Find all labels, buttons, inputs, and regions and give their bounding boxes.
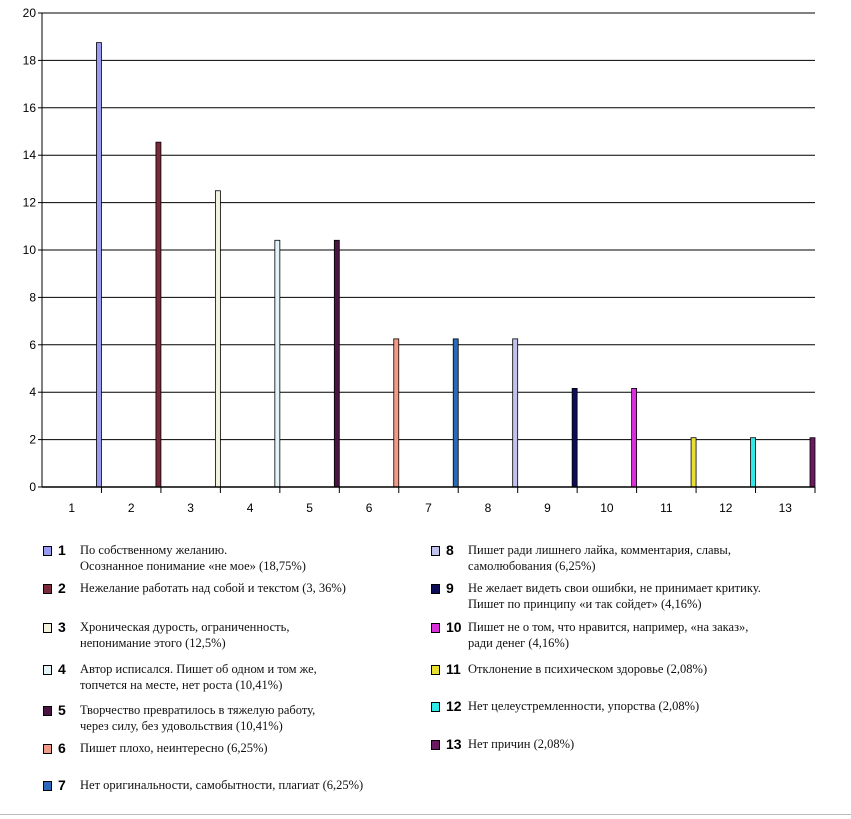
x-tick-label: 11 <box>660 501 673 515</box>
y-tick-label: 12 <box>22 195 36 210</box>
legend-text: Нет причин (2,08%) <box>468 737 575 751</box>
bar <box>394 339 399 487</box>
legend-number: 10 <box>446 619 462 635</box>
tick-labels <box>23 6 793 515</box>
legend-number: 1 <box>58 542 66 558</box>
legend-item <box>43 661 317 693</box>
legend-number: 12 <box>446 698 462 714</box>
legend-text: Пишет плохо, неинтересно (6,25%) <box>80 741 268 755</box>
legend-swatch <box>431 665 440 675</box>
x-tick-label: 2 <box>127 501 135 515</box>
bar <box>810 438 815 487</box>
bar <box>572 388 577 487</box>
y-tick-label: 18 <box>22 53 36 68</box>
legend-text: Хроническая дурость, ограниченность, непонимание этого (12,5%) <box>80 620 290 650</box>
x-tick-label: 12 <box>719 501 733 515</box>
legend-item <box>431 736 574 753</box>
legend-number: 2 <box>58 580 66 596</box>
legend-item <box>431 661 707 678</box>
legend-item <box>43 542 306 574</box>
legend-text: Нет оригинальности, самобытности, плагиат (6,25%) <box>80 778 364 792</box>
legend <box>0 530 851 819</box>
bar <box>96 43 101 487</box>
legend-text: Творчество превратилось в тяжелую работу, через силу, без удовольствия (10,41%) <box>80 703 316 733</box>
legend-swatch <box>431 623 440 633</box>
y-tick-label: 8 <box>29 290 36 305</box>
legend-swatch <box>43 744 52 754</box>
legend-item <box>431 580 761 612</box>
x-tick-label: 6 <box>365 501 373 515</box>
bar <box>453 339 458 487</box>
y-tick-label: 0 <box>29 480 36 494</box>
axes <box>38 13 815 493</box>
legend-number: 11 <box>446 661 461 677</box>
legend-swatch <box>43 623 52 633</box>
legend-number: 3 <box>58 619 66 635</box>
legend-item <box>43 702 315 734</box>
bar <box>751 438 756 487</box>
legend-number: 7 <box>58 777 66 793</box>
x-tick-label: 7 <box>425 501 432 515</box>
x-tick-label: 10 <box>600 501 614 515</box>
x-tick-label: 3 <box>187 501 194 515</box>
legend-item <box>43 740 268 757</box>
legend-item <box>43 619 289 651</box>
bottom-divider <box>0 814 851 815</box>
y-tick-label: 20 <box>22 6 36 20</box>
bar <box>691 438 696 487</box>
legend-text: По собственному желанию. Осознанное понимание «не мое» (18,75%) <box>80 543 306 573</box>
x-tick-label: 13 <box>778 501 792 515</box>
legend-item <box>431 698 699 715</box>
legend-text: Пишет ради лишнего лайка, комментария, славы, самолюбования (6,25%) <box>468 543 731 573</box>
bars <box>96 43 815 487</box>
legend-swatch <box>431 740 440 750</box>
bar <box>632 388 637 487</box>
x-tick-label: 5 <box>306 501 313 515</box>
legend-swatch <box>43 546 52 556</box>
bar <box>215 191 220 487</box>
legend-number: 8 <box>446 542 454 558</box>
bar <box>156 142 161 487</box>
legend-text: Нежелание работать над собой и текстом (3, 36%) <box>80 581 346 595</box>
legend-text: Отклонение в психическом здоровье (2,08%) <box>468 662 708 676</box>
legend-text: Не желает видеть свои ошибки, не принимает критику. Пишет по принципу «и так сойдет» (4,16%) <box>468 581 761 611</box>
legend-swatch <box>43 584 52 594</box>
x-tick-label: 1 <box>68 501 76 515</box>
y-tick-label: 16 <box>22 100 36 115</box>
legend-item <box>431 542 731 574</box>
legend-swatch <box>431 584 440 594</box>
y-tick-label: 6 <box>29 337 36 352</box>
legend-number: 9 <box>446 580 454 596</box>
legend-swatch <box>43 781 52 791</box>
legend-text: Автор исписался. Пишет об одном и том же, топчется на месте, нет роста (10,41%) <box>80 662 317 692</box>
legend-item <box>431 619 748 651</box>
x-tick-label: 9 <box>544 501 551 515</box>
legend-item <box>43 777 363 794</box>
legend-number: 4 <box>58 661 66 677</box>
legend-swatch <box>43 706 52 716</box>
legend-swatch <box>431 546 440 556</box>
bar <box>513 339 518 487</box>
legend-number: 6 <box>58 740 66 756</box>
y-tick-label: 4 <box>29 385 36 400</box>
y-tick-label: 10 <box>22 243 36 257</box>
legend-text: Нет целеустремленности, упорства (2,08%) <box>468 699 700 713</box>
y-tick-label: 2 <box>29 432 36 447</box>
legend-swatch <box>431 702 440 712</box>
bar <box>275 240 280 487</box>
x-tick-label: 8 <box>484 501 492 515</box>
x-tick-label: 4 <box>246 501 254 515</box>
legend-swatch <box>43 665 52 675</box>
bar <box>334 240 339 487</box>
legend-number: 5 <box>58 702 66 718</box>
legend-text: Пишет не о том, что нравится, например, «на заказ», ради денег (4,16%) <box>468 620 749 650</box>
legend-item <box>43 580 346 597</box>
legend-number: 13 <box>446 736 462 752</box>
y-tick-label: 14 <box>22 148 36 163</box>
